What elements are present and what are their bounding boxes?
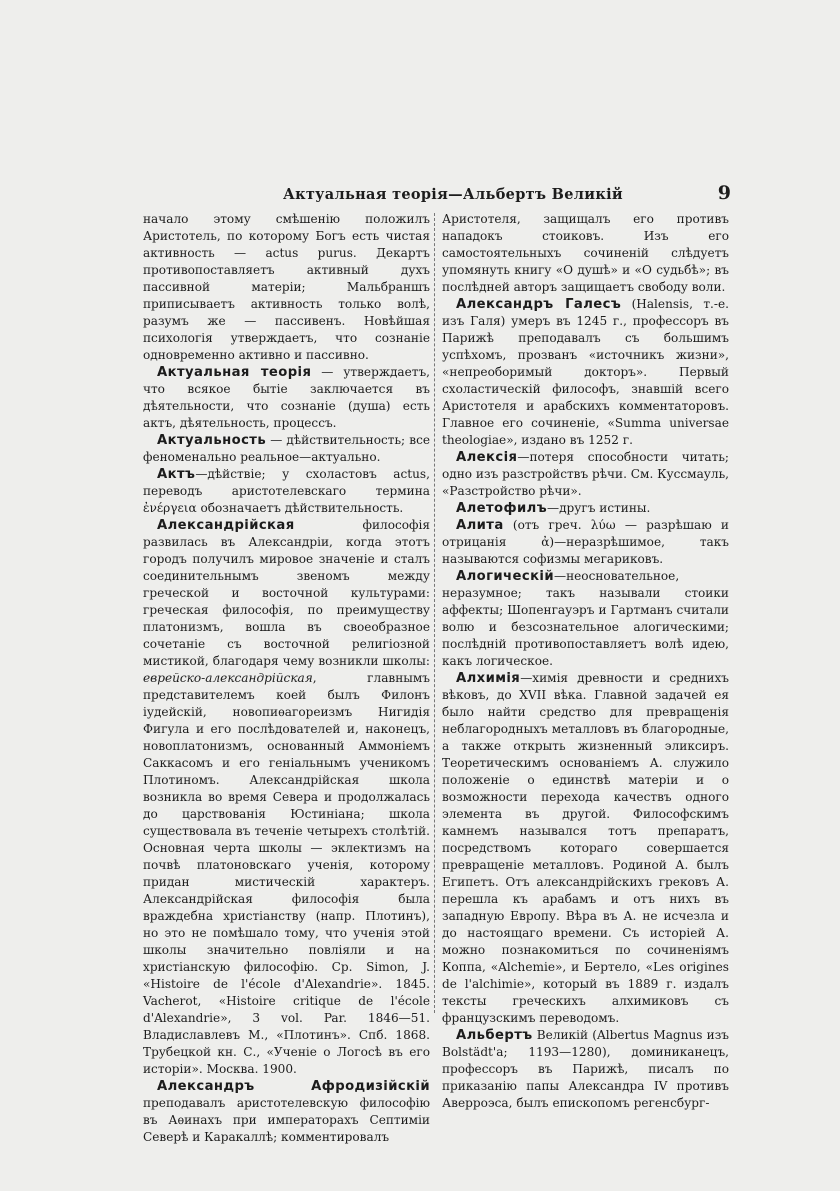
dictionary-entry xyxy=(442,568,729,670)
entry-headword: Александръ Галесъ xyxy=(456,297,622,312)
running-title: Актуальная теорія—Альбертъ Великій xyxy=(283,186,623,203)
dictionary-entry xyxy=(143,466,430,517)
dictionary-entry xyxy=(442,296,729,449)
entry-headword: Алетофилъ xyxy=(456,501,548,516)
entry-text: Аристотеля, защищалъ его противъ нападокъ стоиковъ. Изъ его самостоятельныхъ сочиненій слѣдуетъ упомянуть книгу «О душѣ» и «О судьбѣ»; въ послѣдней авторъ защищаетъ свободу воли. xyxy=(442,212,729,294)
column-divider xyxy=(434,213,435,1013)
dictionary-entry xyxy=(442,211,729,296)
entry-text: —другъ истины. xyxy=(547,501,651,515)
dictionary-entry xyxy=(143,364,430,432)
entry-headword: Алогическій xyxy=(456,569,554,584)
dictionary-entry xyxy=(442,500,729,517)
entry-text: (Halensis, т.-е. изъ Галя) умеръ въ 1245 г., профессоръ въ Парижѣ преподавалъ съ большимъ успѣхомъ, прозванъ «источникъ жизни», «непреоборимый докторъ». Первый схоластическій философъ, знавшій всего Аристотеля и арабскихъ комментаторовъ. Главное его сочиненіе, «Summa universae theologiae», издано въ 1252 г. xyxy=(442,297,729,447)
entry-text: — утверждаетъ, что всякое бытіе заключается въ дѣятельности, что сознаніе (душа) есть актъ, дѣятельность, процессъ. xyxy=(143,365,430,430)
dictionary-entry xyxy=(143,211,430,364)
entry-headword: Актуальная теорія xyxy=(157,365,312,380)
right-column xyxy=(442,211,729,1112)
dictionary-entry xyxy=(143,517,430,1078)
entry-text: философія развилась въ Александріи, когда этотъ городъ получилъ мировое значеніе и сталъ соединительнымъ звеномъ между греческой и восточной культурами: греческая философія, по преимуществу платонизмъ, вошла въ своеобразное сочетаніе съ восточной религіозной мистикой, благодаря чему возникли школы: xyxy=(143,518,430,668)
dictionary-entry xyxy=(442,517,729,568)
entry-headword: Актъ xyxy=(157,467,196,482)
entry-headword: Альбертъ xyxy=(456,1028,533,1043)
dictionary-entry xyxy=(143,1078,430,1146)
running-header xyxy=(143,180,731,208)
entry-text: — дѣйствительность; все феноменально реальное—актуально. xyxy=(143,433,430,464)
entry-text: (отъ греч. λύω — разрѣшаю и отрицанія ἀ)—неразрѣшимое, такъ называются софизмы мегариковъ. xyxy=(442,518,729,566)
entry-italic-term: еврейско-александрійская xyxy=(143,671,313,685)
dictionary-entry xyxy=(442,1027,729,1112)
page-number: 9 xyxy=(717,182,731,204)
entry-text: преподавалъ аристотелевскую философію въ Аѳинахъ при императорахъ Септиміи Северѣ и Каракаллѣ; комментировалъ xyxy=(143,1096,430,1144)
dictionary-entry xyxy=(143,432,430,466)
entry-text: начало этому смѣшенію положилъ Аристотель, по которому Богъ есть чистая активность — actus purus. Декартъ противопоставляетъ активный духъ пассивной матеріи; Мальбраншъ приписываетъ активность только волѣ, разумъ же — пассивенъ. Новѣйшая психологія утверждаетъ, что сознаніе одновременно активно и пассивно. xyxy=(143,212,430,362)
entry-text: —неосновательное, неразумное; такъ называли стоики аффекты; Шопенгауэръ и Гартманъ считали волю и безсознательное алогическими; послѣдній противопоставляетъ волѣ идею, какъ логическое. xyxy=(442,569,729,668)
entry-headword: Алита xyxy=(456,518,504,533)
entry-text: Великій (Albertus Magnus изъ Bolstädt'a; 1193—1280), доминиканецъ, профессоръ въ Парижѣ, писалъ по приказанію папы Александра IV противъ Аверроэса, былъ епископомъ регенсбург- xyxy=(442,1028,729,1110)
left-column xyxy=(143,211,430,1146)
dictionary-entry xyxy=(442,670,729,1027)
entry-headword: Актуальность xyxy=(157,433,267,448)
entry-text: —потеря способности читать; одно изъ разстройствъ рѣчи. См. Куссмауль, «Разстройство рѣчи». xyxy=(442,450,730,498)
entry-headword: Александрійская xyxy=(157,518,295,533)
dictionary-entry xyxy=(442,449,729,500)
entry-headword: Алхимія xyxy=(456,671,521,686)
entry-text: —дѣйствіе; у схоластовъ actus, переводъ аристотелевскаго термина ἐνέργεια обозначаетъ дѣйствительность. xyxy=(143,467,430,515)
entry-headword: Алексія xyxy=(456,450,518,465)
entry-text: —химія древности и среднихъ вѣковъ, до XVII вѣка. Главной задачей ея было найти средство для превращенія неблагородныхъ металловъ въ благородные, а также открыть жизненный эликсиръ. Теоретическимъ основаніемъ А. служило положеніе о единствѣ матеріи и о возможности перехода качествъ одного элемента въ другой. Философскимъ камнемъ назывался тотъ препаратъ, посредствомъ котораго совершается превращеніе металловъ. Родиной А. былъ Египетъ. Отъ александрійскихъ грековъ А. перешла къ арабамъ и отъ нихъ въ западную Европу. Вѣра въ А. не исчезла и до настоящаго времени. Съ исторіей А. можно познакомиться по сочиненіямъ Коппа, «Alchemie», и Бертело, «Les origines de l'alchimie», который въ 1889 г. издалъ тексты греческихъ алхимиковъ съ французскимъ переводомъ. xyxy=(442,671,729,1025)
entry-headword: Александръ Афродизійскій xyxy=(157,1079,430,1094)
entry-text-continued: , главнымъ представителемъ коей былъ Филонъ іудейскій, новопиѳагореизмъ Нигидія Фигула и его послѣдователей и, наконецъ, новоплатонизмъ, основанный Аммоніемъ Саккасомъ и его геніальнымъ ученикомъ Плотиномъ. Александрійская школа возникла во время Севера и продолжалась до царствованія Юстиніана; школа существовала въ теченіе четырехъ столѣтій. Основная черта школы — эклектизмъ на почвѣ платоновскаго ученія, которому придан мистическій характеръ. Александрійская философія была враждебна христіанству (напр. Плотинъ), но это не помѣшало тому, что ученія этой школы значительно повліяли и на христіанскую философію. Cp. Simon, J. «Histoire de l'école d'Alexandrie». 1845. Vacherot, «Histoire critique de l'école d'Alexandrie», 3 vol. Par. 1846—51. Владиславлевъ М., «Плотинъ». Спб. 1868. Трубецкой кн. С., «Ученіе о Логосѣ въ его исторіи». Москва. 1900. xyxy=(143,671,430,1076)
